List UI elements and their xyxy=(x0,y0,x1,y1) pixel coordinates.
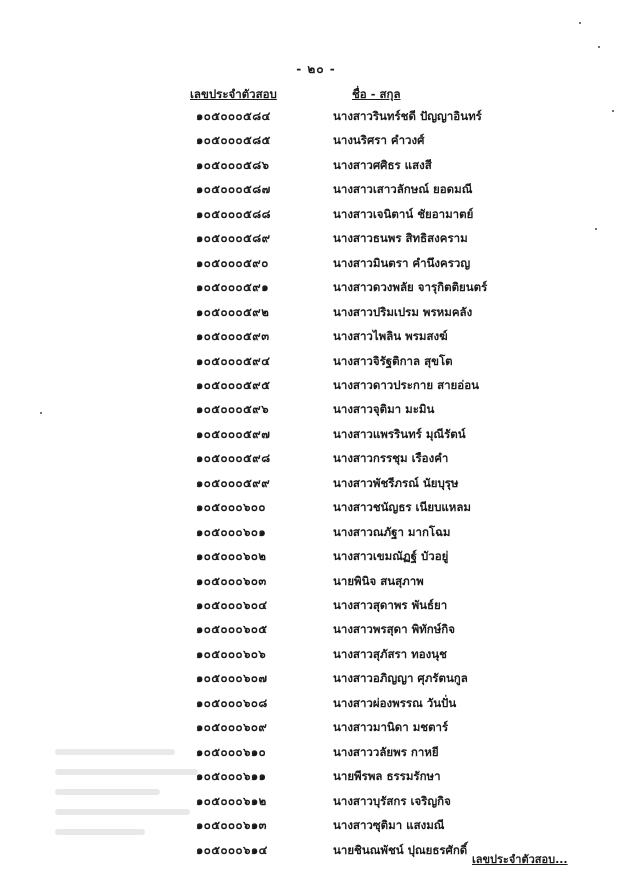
candidate-name: นางสาวเจนิตาน์ ชัยอามาตย์ xyxy=(333,206,474,221)
candidate-name: นางสาวสุดาพร พันธ์ยา xyxy=(333,598,448,612)
list-item xyxy=(0,520,632,544)
list-item xyxy=(0,349,632,373)
scan-speck xyxy=(612,110,614,112)
candidate-name: นางสาวจิรัฐติกาล สุขโต xyxy=(333,353,453,368)
exam-id: ๑๐๕๐๐๐๕๙๔ xyxy=(196,353,271,368)
exam-id: ๑๐๕๐๐๐๖๐๗ xyxy=(196,671,268,686)
candidate-name: นางสาวดวงพลัย จารุกิตติยนตร์ xyxy=(333,280,488,295)
list-item xyxy=(0,446,632,470)
list-item xyxy=(0,373,632,397)
list-item xyxy=(0,642,632,666)
exam-id: ๑๐๕๐๐๐๖๑๓ xyxy=(196,818,268,833)
list-item xyxy=(0,202,632,226)
id-column-header: เลขประจำตัวสอบ xyxy=(190,87,277,101)
list-item xyxy=(0,422,632,446)
exam-id: ๑๐๕๐๐๐๖๐๙ xyxy=(196,720,268,735)
list-item xyxy=(0,300,632,324)
candidate-name: นางนริศรา คำวงศ์ xyxy=(333,133,425,148)
scan-speck xyxy=(579,22,581,24)
candidate-name: นางสาวไพลิน พรมสงฆ์ xyxy=(333,329,448,344)
exam-id: ๑๐๕๐๐๐๕๙๕ xyxy=(196,377,271,392)
candidate-name: นางสาวพรสุดา พิทักษ์กิจ xyxy=(333,622,455,637)
exam-id: ๑๐๕๐๐๐๖๑๐ xyxy=(196,744,267,759)
candidate-name: นางสาวสุภัสรา ทองนุช xyxy=(333,646,447,661)
exam-id: ๑๐๕๐๐๐๕๙๘ xyxy=(196,451,271,466)
scan-speck xyxy=(595,228,597,230)
page-number: - ๒๐ - xyxy=(296,62,336,76)
candidate-name: นางสาวมานิดา มชตาร์ xyxy=(333,720,449,735)
exam-id: ๑๐๕๐๐๐๕๙๙ xyxy=(196,475,271,490)
exam-id: ๑๐๕๐๐๐๕๙๒ xyxy=(196,304,270,319)
candidate-name: นางสาวเสาวลักษณ์ ยอดมณี xyxy=(333,182,473,197)
candidate-name: นายพีรพล ธรรมรักษา xyxy=(333,769,441,784)
candidate-name: นางสาวธนพร สิทธิสงคราม xyxy=(333,231,468,246)
list-item xyxy=(0,275,632,299)
exam-id: ๑๐๕๐๐๐๖๑๑ xyxy=(196,769,267,784)
list-item xyxy=(0,324,632,348)
exam-id: ๑๐๕๐๐๐๖๐๑ xyxy=(196,524,267,539)
exam-id: ๑๐๕๐๐๐๕๘๗ xyxy=(196,182,271,197)
scan-speck xyxy=(40,412,42,414)
candidate-name: นางสาวดาวประกาย สายอ่อน xyxy=(333,377,479,392)
exam-id: ๑๐๕๐๐๐๕๘๘ xyxy=(196,206,272,221)
exam-id: ๑๐๕๐๐๐๕๙๐ xyxy=(196,255,269,270)
list-item xyxy=(0,128,632,152)
candidate-name: นางสาวกรรชุม เรืองคำ xyxy=(333,451,449,466)
exam-id: ๑๐๕๐๐๐๖๐๔ xyxy=(196,598,268,612)
list-item xyxy=(0,226,632,250)
exam-id: ๑๐๕๐๐๐๕๙๓ xyxy=(196,329,270,344)
exam-id: ๑๐๕๐๐๐๕๙๖ xyxy=(196,402,270,417)
exam-id: ๑๐๕๐๐๐๖๐๐ xyxy=(196,500,266,515)
exam-id: ๑๐๕๐๐๐๖๐๒ xyxy=(196,549,267,564)
list-item xyxy=(0,397,632,421)
list-item xyxy=(0,177,632,201)
exam-id: ๑๐๕๐๐๐๕๘๕ xyxy=(196,133,271,148)
candidate-name: นางสาวณภัฐา มากโฉม xyxy=(333,524,451,539)
exam-id: ๑๐๕๐๐๐๕๘๔ xyxy=(196,109,271,123)
list-item xyxy=(0,666,632,690)
list-item xyxy=(0,471,632,495)
candidate-name: นางสาวศศิธร แสงสี xyxy=(333,157,432,172)
candidate-name: นางสาวบุรัสกร เจริญกิจ xyxy=(333,793,451,808)
list-item xyxy=(0,251,632,275)
bleed-through-text xyxy=(55,735,205,865)
exam-id: ๑๐๕๐๐๐๖๐๘ xyxy=(196,695,268,710)
list-item xyxy=(0,691,632,715)
exam-id: ๑๐๕๐๐๐๖๐๖ xyxy=(196,646,267,661)
candidate-name: นางสาวมินตรา คำนึงครวญ xyxy=(333,255,471,270)
candidate-name: นางสาวซุติมา แสงมณี xyxy=(333,818,445,833)
candidate-name: นางสาวชนัญธร เนียบแหลม xyxy=(333,500,471,515)
candidate-name: นางสาวแพรรินทร์ มุณีรัตน์ xyxy=(333,426,466,441)
candidate-name: นางสาวรินทร์ชดี ปัญญาอินทร์ xyxy=(333,109,482,123)
exam-id: ๑๐๕๐๐๐๖๐๓ xyxy=(196,573,267,588)
exam-id: ๑๐๕๐๐๐๕๘๙ xyxy=(196,231,271,246)
candidate-name: นางสาวอภิญญา ศุภรัตนกูล xyxy=(333,671,468,686)
continuation-note: เลขประจำตัวสอบ... xyxy=(472,853,568,866)
scan-speck xyxy=(598,46,600,48)
list-item xyxy=(0,104,632,128)
list-item xyxy=(0,593,632,617)
exam-id: ๑๐๕๐๐๐๕๙๑ xyxy=(196,280,270,295)
candidate-name: นายพินิจ สนสุภาพ xyxy=(333,573,424,588)
candidate-name: นางสาวจุติมา มะมิน xyxy=(333,402,435,417)
candidate-name: นางสาวปริมเปรม พรหมคลัง xyxy=(333,304,473,319)
candidate-name: นายชินณพัชน์ ปุณยธรศักดิ์ xyxy=(333,842,468,857)
exam-id: ๑๐๕๐๐๐๖๑๒ xyxy=(196,793,267,808)
exam-id: ๑๐๕๐๐๐๕๘๖ xyxy=(196,157,270,172)
candidate-name: นางสาวเขมณัฏฐ์ บัวอยู่ xyxy=(333,549,449,564)
name-column-header: ชื่อ - สกุล xyxy=(352,87,401,101)
exam-id: ๑๐๕๐๐๐๖๐๕ xyxy=(196,622,268,637)
list-item xyxy=(0,153,632,177)
exam-id: ๑๐๕๐๐๐๖๑๔ xyxy=(196,842,268,857)
candidate-name: นางสาวผ่องพรรณ วันปั่น xyxy=(333,695,457,710)
list-item xyxy=(0,495,632,519)
candidate-name: นางสาวพัชรีภรณ์ นัยบุรุษ xyxy=(333,475,459,490)
candidate-name: นางสาววลัยพร กาหยี xyxy=(333,744,439,759)
exam-id: ๑๐๕๐๐๐๕๙๗ xyxy=(196,426,271,441)
list-item xyxy=(0,569,632,593)
list-item xyxy=(0,544,632,568)
list-item xyxy=(0,617,632,641)
